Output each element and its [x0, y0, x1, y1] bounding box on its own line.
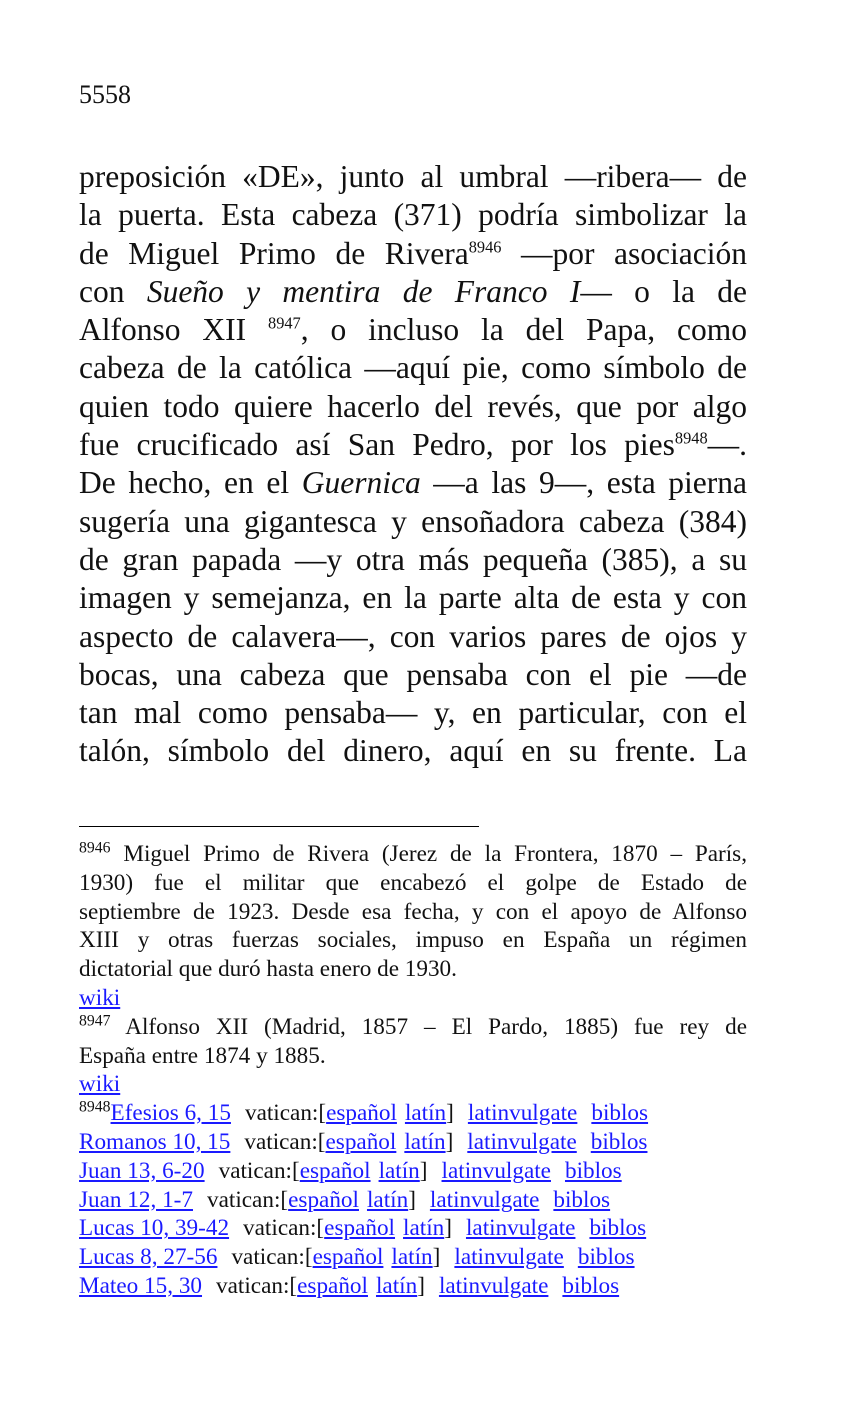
text-run: con: [79, 273, 147, 309]
body-line: [79, 579, 747, 617]
text-run: sugería una gigantesca y ensoñadora cabeza (384): [79, 503, 747, 539]
bible-citation-link[interactable]: Efesios 6, 15: [110, 1100, 231, 1127]
text-run: , o incluso la del Papa, como: [300, 312, 747, 348]
close-bracket: ]: [417, 1272, 425, 1299]
close-bracket: ]: [419, 1157, 428, 1184]
footnote-line: dictatorial que duró hasta enero de 1930.: [79, 956, 457, 983]
latinvulgate-link[interactable]: latinvulgate: [454, 1244, 564, 1271]
work-title-italic: Sueño y mentira de Franco I: [146, 273, 581, 309]
latinvulgate-link[interactable]: latinvulgate: [438, 1272, 549, 1299]
text-run: bocas, una cabeza que pensaba con el pie —de: [79, 656, 747, 692]
text-run: —a las 9—, esta pierna: [420, 465, 748, 501]
latin-link[interactable]: latín: [403, 1215, 445, 1242]
text-run: quien todo quiere hacerlo del revés, que por algo: [79, 388, 747, 424]
footnote-line: 1930) fue el militar que encabezó el golpe de Estado de: [79, 869, 747, 896]
latinvulgate-link[interactable]: latinvulgate: [467, 1100, 578, 1127]
text-run: preposición «DE», junto al umbral —ribera— de: [79, 159, 747, 194]
footnote-8947: [79, 1013, 747, 1099]
text-run: — o la de: [580, 273, 748, 309]
footnote-divider: [79, 826, 479, 827]
vatican-label: vatican:[: [244, 1128, 326, 1155]
footnote-number: 8946: [79, 839, 111, 857]
bible-ref-row: [79, 1214, 747, 1243]
close-bracket: ]: [444, 1215, 452, 1242]
latinvulgate-link[interactable]: latinvulgate: [467, 1128, 577, 1155]
text-run: la puerta. Esta cabeza (371) podría simbolizar la: [79, 197, 747, 233]
footnote-ref-8947[interactable]: 8947: [268, 313, 301, 333]
latinvulgate-link[interactable]: latinvulgate: [441, 1157, 551, 1184]
text-run: tan mal como pensaba— y, en particular, con el: [79, 695, 747, 731]
espanol-link[interactable]: español: [312, 1244, 384, 1271]
text-run: Alfonso XII: [79, 312, 269, 348]
body-line: [79, 158, 747, 196]
latinvulgate-link[interactable]: latinvulgate: [429, 1186, 540, 1213]
wiki-link[interactable]: wiki: [79, 1071, 121, 1098]
biblos-link[interactable]: biblos: [589, 1215, 647, 1242]
bible-ref-row: [79, 1128, 747, 1157]
body-line: [79, 656, 747, 694]
bible-citation-link[interactable]: Juan 13, 6-20: [79, 1157, 205, 1184]
biblos-link[interactable]: biblos: [562, 1272, 620, 1299]
footnote-line: [79, 1070, 747, 1099]
latin-link[interactable]: latín: [404, 1100, 447, 1127]
close-bracket: ]: [408, 1186, 416, 1213]
espanol-link[interactable]: español: [288, 1186, 359, 1213]
vatican-label: vatican:[: [231, 1244, 313, 1271]
footnote-text: Miguel Primo de Rivera (Jerez de la Frontera, 1870 – París,: [123, 841, 747, 867]
footnote-line: [79, 840, 747, 869]
latin-link[interactable]: latín: [404, 1128, 446, 1155]
close-bracket: ]: [432, 1244, 441, 1271]
bible-citation-link[interactable]: Mateo 15, 30: [79, 1272, 203, 1299]
bible-ref-row: [79, 1272, 747, 1301]
footnote-line: XIII y otras fuerzas sociales, impuso en España un régimen: [79, 927, 747, 954]
body-line: [79, 503, 747, 541]
body-line: [79, 464, 747, 502]
bible-citation-link[interactable]: Juan 12, 1-7: [79, 1186, 193, 1213]
body-line: [79, 694, 747, 732]
espanol-link[interactable]: español: [326, 1100, 397, 1127]
footnote-line: [79, 1013, 747, 1042]
latin-link[interactable]: latín: [366, 1186, 409, 1213]
work-title-italic: Guernica: [301, 465, 421, 501]
body-line: [79, 311, 747, 349]
wiki-link[interactable]: wiki: [79, 984, 121, 1011]
footnotes: [79, 840, 747, 1301]
close-bracket: ]: [445, 1128, 454, 1155]
bible-ref-row: [79, 1243, 747, 1272]
footnote-ref-8946[interactable]: 8946: [468, 237, 502, 257]
latinvulgate-link[interactable]: latinvulgate: [465, 1215, 576, 1242]
vatican-label: vatican:[: [207, 1186, 289, 1213]
latin-link[interactable]: latín: [378, 1157, 420, 1184]
vatican-label: vatican:[: [243, 1215, 325, 1242]
text-run: cabeza de la católica —aquí pie, como símbolo de: [79, 350, 747, 386]
espanol-link[interactable]: español: [297, 1272, 368, 1299]
close-bracket: ]: [446, 1100, 454, 1127]
bible-ref-row: [79, 1099, 747, 1128]
biblos-link[interactable]: biblos: [564, 1157, 622, 1184]
bible-citation-link[interactable]: Lucas 10, 39-42: [79, 1215, 230, 1242]
latin-link[interactable]: latín: [391, 1244, 433, 1271]
vatican-label: vatican:[: [244, 1100, 327, 1127]
footnote-ref-8948[interactable]: 8948: [674, 428, 708, 448]
footnote-8948: [79, 1099, 747, 1301]
body-line: [79, 235, 747, 273]
footnote-number: 8947: [79, 1012, 111, 1030]
bible-ref-row: [79, 1186, 747, 1215]
biblos-link[interactable]: biblos: [590, 1128, 648, 1155]
body-line: [79, 541, 747, 579]
bible-ref-row: [79, 1157, 747, 1186]
body-line: [79, 196, 747, 234]
biblos-link[interactable]: biblos: [591, 1100, 649, 1127]
text-run: De hecho, en el: [79, 465, 302, 501]
footnote-line: España entre 1874 y 1885.: [79, 1042, 326, 1069]
text-run: de Miguel Primo de Rivera: [79, 235, 469, 271]
espanol-link[interactable]: español: [325, 1128, 397, 1155]
text-run: —.: [707, 427, 747, 463]
text-run: aspecto de calavera—, con varios pares de ojos y: [79, 618, 747, 654]
bible-citation-link[interactable]: Romanos 10, 15: [79, 1128, 231, 1155]
page-number: 5558: [79, 80, 131, 109]
vatican-label: vatican:[: [218, 1157, 300, 1184]
biblos-link[interactable]: biblos: [577, 1244, 635, 1271]
latin-link[interactable]: latín: [375, 1272, 418, 1299]
text-run: talón, símbolo del dinero, aquí en su frente. La: [79, 733, 747, 769]
footnote-line: septiembre de 1923. Desde esa fecha, y con el apoyo de Alfonso: [79, 898, 747, 925]
vatican-label: vatican:[: [216, 1272, 298, 1299]
footnote-text: Alfonso XII (Madrid, 1857 – El Pardo, 1885) fue rey de: [125, 1013, 747, 1040]
body-text: [79, 158, 747, 771]
footnote-number: 8948: [79, 1098, 111, 1116]
text-run: fue crucificado así San Pedro, por los pies: [79, 427, 675, 463]
espanol-link[interactable]: español: [324, 1215, 396, 1242]
biblos-link[interactable]: biblos: [553, 1186, 611, 1213]
espanol-link[interactable]: español: [299, 1157, 371, 1184]
footnote-8946: [79, 840, 747, 1013]
body-line: [79, 618, 747, 656]
text-run: de gran papada —y otra más pequeña (385), a su: [79, 541, 747, 577]
body-line: [79, 349, 747, 387]
bible-citation-link[interactable]: Lucas 8, 27-56: [79, 1244, 218, 1271]
body-line: [79, 426, 747, 464]
body-line: [79, 388, 747, 426]
text-run: imagen y semejanza, en la parte alta de esta y con: [79, 580, 747, 616]
footnote-line: [79, 984, 747, 1013]
body-line: [79, 273, 747, 311]
body-line: [79, 732, 747, 770]
text-run: —por asociación: [501, 235, 747, 271]
